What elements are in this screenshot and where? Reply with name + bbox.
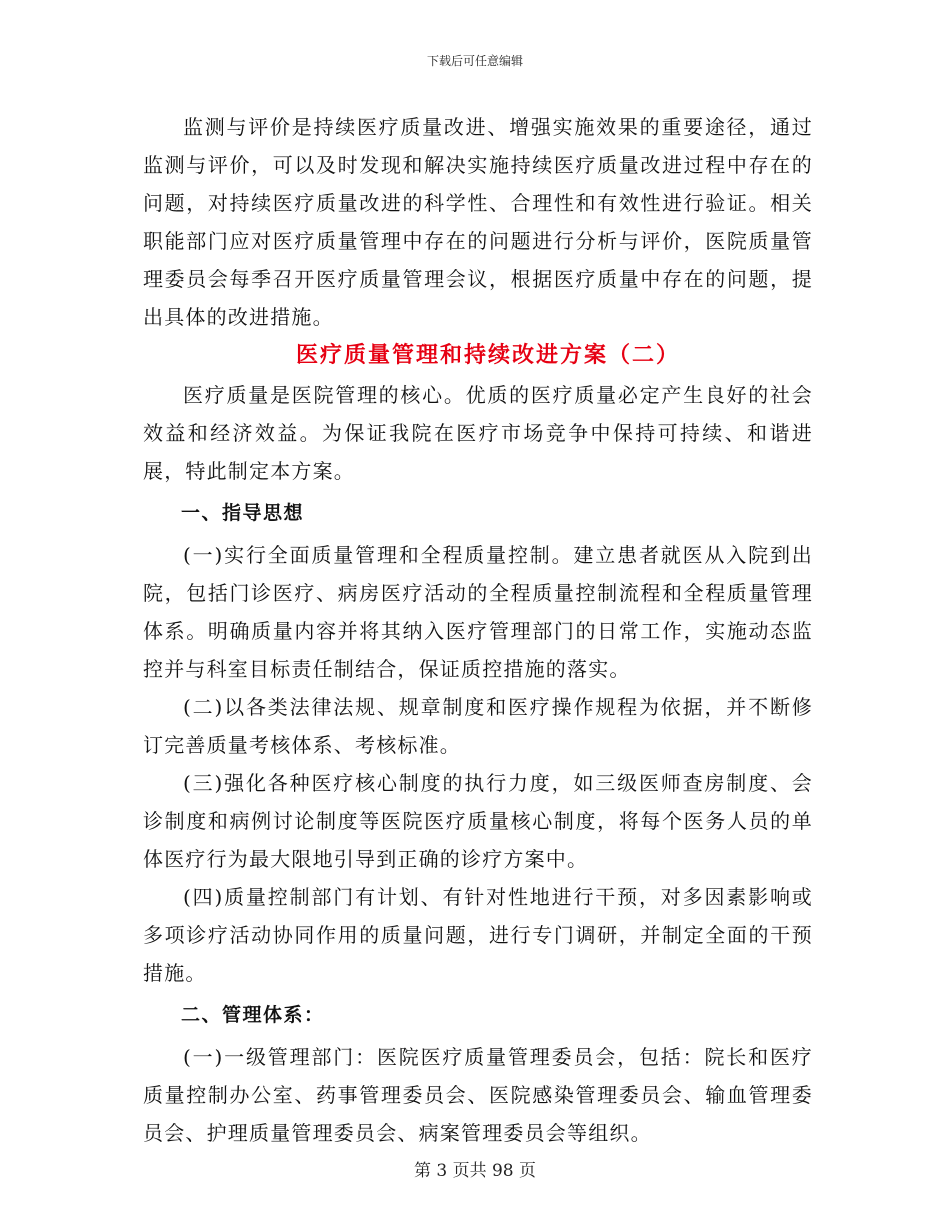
section-heading-guiding-ideology: 一、指导思想 [181,502,305,524]
page-number-footer: 第 3 页共 98 页 [413,1161,537,1181]
preface-paragraph: 医疗质量是医院管理的核心。优质的医疗质量必定产生良好的社会效益和经济效益。为保证我院在医疗市场竞争中保持可持续、和谐进展，特此制定本方案。 [143,383,813,483]
section2-item: (一)一级管理部门：医院医疗质量管理委员会，包括：院长和医疗质量控制办公室、药事管理委员会、医院感染管理委员会、输血管理委员会、护理质量管理委员会、病案管理委员会等组织。 [143,1045,813,1145]
document-title: 医疗质量管理和持续改进方案（二） [295,343,680,368]
document-body [143,108,813,1152]
section1-item: (二)以各类法律法规、规章制度和医疗操作规程为依据，并不断修订完善质量考核体系、考核标准。 [143,695,813,757]
intro-paragraph: 监测与评价是持续医疗质量改进、增强实施效果的重要途径，通过监测与评价，可以及时发现和解决实施持续医疗质量改进过程中存在的问题，对持续医疗质量改进的科学性、合理性和有效性进行验证。相关职能部门应对医疗质量管理中存在的问题进行分析与评价，医院质量管理委员会每季召开医疗质量管理会议，根据医疗质量中存在的问题，提出具体的改进措施。 [143,115,813,329]
section-heading-management-system: 二、管理体系： [181,1004,325,1026]
section1-item: (四)质量控制部门有计划、有针对性地进行干预，对多因素影响或多项诊疗活动协同作用的质量问题，进行专门调研，并制定全面的干预措施。 [143,885,813,985]
page-header-note: 下载后可任意编辑 [426,54,523,68]
section1-item: (三)强化各种医疗核心制度的执行力度，如三级医师查房制度、会诊制度和病例讨论制度等医院医疗质量核心制度，将每个医务人员的单体医疗行为最大限地引导到正确的诊疗方案中。 [143,771,813,871]
section1-item: (一)实行全面质量管理和全程质量控制。建立患者就医从入院到出院，包括门诊医疗、病房医疗活动的全程质量控制流程和全程质量管理体系。明确质量内容并将其纳入医疗管理部门的日常工作，实施动态监控并与科室目标责任制结合，保证质控措施的落实。 [143,543,813,681]
